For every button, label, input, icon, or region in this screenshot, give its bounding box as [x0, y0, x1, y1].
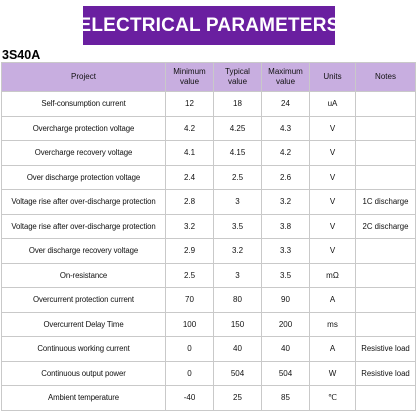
cell-project: Voltage rise after over-discharge protection	[2, 190, 166, 215]
cell-notes	[356, 141, 416, 166]
cell-notes	[356, 386, 416, 411]
cell-maximum: 3.5	[262, 263, 310, 288]
cell-minimum: 4.1	[166, 141, 214, 166]
cell-typical: 3	[214, 263, 262, 288]
cell-minimum: 4.2	[166, 116, 214, 141]
cell-minimum: 100	[166, 312, 214, 337]
cell-minimum: 2.4	[166, 165, 214, 190]
cell-units: A	[310, 288, 356, 313]
cell-maximum: 2.6	[262, 165, 310, 190]
cell-units: ms	[310, 312, 356, 337]
cell-units: ℃	[310, 386, 356, 411]
cell-minimum: 2.8	[166, 190, 214, 215]
cell-project: Continuous working current	[2, 337, 166, 362]
cell-typical: 150	[214, 312, 262, 337]
cell-maximum: 90	[262, 288, 310, 313]
model-label: 3S40A	[2, 48, 41, 62]
table-body	[2, 92, 416, 411]
table-header	[2, 63, 416, 92]
cell-typical: 2.5	[214, 165, 262, 190]
cell-project: Self-consumption current	[2, 92, 166, 117]
cell-project: Ambient temperature	[2, 386, 166, 411]
header-project: Project	[2, 63, 166, 92]
page-title: ELECTRICAL PARAMETERS	[78, 14, 340, 36]
parameters-table	[1, 62, 416, 411]
cell-units: V	[310, 190, 356, 215]
cell-minimum: 2.5	[166, 263, 214, 288]
cell-maximum: 200	[262, 312, 310, 337]
table-row	[2, 386, 416, 411]
cell-notes	[356, 263, 416, 288]
table-row	[2, 214, 416, 239]
cell-notes	[356, 288, 416, 313]
cell-project: On-resistance	[2, 263, 166, 288]
cell-units: W	[310, 361, 356, 386]
cell-units: A	[310, 337, 356, 362]
cell-minimum: -40	[166, 386, 214, 411]
cell-notes	[356, 92, 416, 117]
cell-notes: 1C discharge	[356, 190, 416, 215]
cell-project: Over discharge recovery voltage	[2, 239, 166, 264]
cell-project: Continuous output power	[2, 361, 166, 386]
cell-minimum: 0	[166, 361, 214, 386]
cell-units: V	[310, 165, 356, 190]
table-row	[2, 239, 416, 264]
cell-maximum: 3.2	[262, 190, 310, 215]
cell-units: V	[310, 214, 356, 239]
cell-minimum: 12	[166, 92, 214, 117]
table-row	[2, 141, 416, 166]
header-row	[2, 63, 416, 92]
cell-project: Over discharge protection voltage	[2, 165, 166, 190]
cell-project: Overcharge recovery voltage	[2, 141, 166, 166]
cell-maximum: 24	[262, 92, 310, 117]
cell-typical: 3.5	[214, 214, 262, 239]
cell-units: uA	[310, 92, 356, 117]
cell-units: mΩ	[310, 263, 356, 288]
header-typical: Typical value	[214, 63, 262, 92]
cell-maximum: 4.2	[262, 141, 310, 166]
cell-maximum: 3.3	[262, 239, 310, 264]
cell-units: V	[310, 141, 356, 166]
table-row	[2, 116, 416, 141]
header-minimum: Minimum value	[166, 63, 214, 92]
cell-notes: Resistive load	[356, 361, 416, 386]
cell-minimum: 3.2	[166, 214, 214, 239]
cell-typical: 4.15	[214, 141, 262, 166]
cell-maximum: 40	[262, 337, 310, 362]
cell-maximum: 85	[262, 386, 310, 411]
table-row	[2, 337, 416, 362]
cell-project: Overcurrent Delay Time	[2, 312, 166, 337]
cell-typical: 40	[214, 337, 262, 362]
cell-minimum: 0	[166, 337, 214, 362]
table-row	[2, 263, 416, 288]
cell-typical: 504	[214, 361, 262, 386]
cell-typical: 18	[214, 92, 262, 117]
cell-notes	[356, 239, 416, 264]
cell-typical: 3	[214, 190, 262, 215]
cell-notes	[356, 312, 416, 337]
header-maximum: Maximum value	[262, 63, 310, 92]
cell-notes	[356, 165, 416, 190]
cell-notes: 2C discharge	[356, 214, 416, 239]
header-notes: Notes	[356, 63, 416, 92]
table-row	[2, 312, 416, 337]
table-row	[2, 190, 416, 215]
cell-units: V	[310, 116, 356, 141]
cell-maximum: 504	[262, 361, 310, 386]
header-units: Units	[310, 63, 356, 92]
table-row	[2, 92, 416, 117]
cell-project: Voltage rise after over-discharge protection	[2, 214, 166, 239]
cell-maximum: 3.8	[262, 214, 310, 239]
cell-units: V	[310, 239, 356, 264]
cell-notes	[356, 116, 416, 141]
cell-minimum: 70	[166, 288, 214, 313]
cell-maximum: 4.3	[262, 116, 310, 141]
page-title-banner	[78, 6, 340, 45]
table-row	[2, 288, 416, 313]
table-row	[2, 361, 416, 386]
cell-minimum: 2.9	[166, 239, 214, 264]
cell-project: Overcharge protection voltage	[2, 116, 166, 141]
table-row	[2, 165, 416, 190]
cell-typical: 25	[214, 386, 262, 411]
cell-typical: 3.2	[214, 239, 262, 264]
cell-typical: 80	[214, 288, 262, 313]
cell-project: Overcurrent protection current	[2, 288, 166, 313]
cell-typical: 4.25	[214, 116, 262, 141]
cell-notes: Resistive load	[356, 337, 416, 362]
